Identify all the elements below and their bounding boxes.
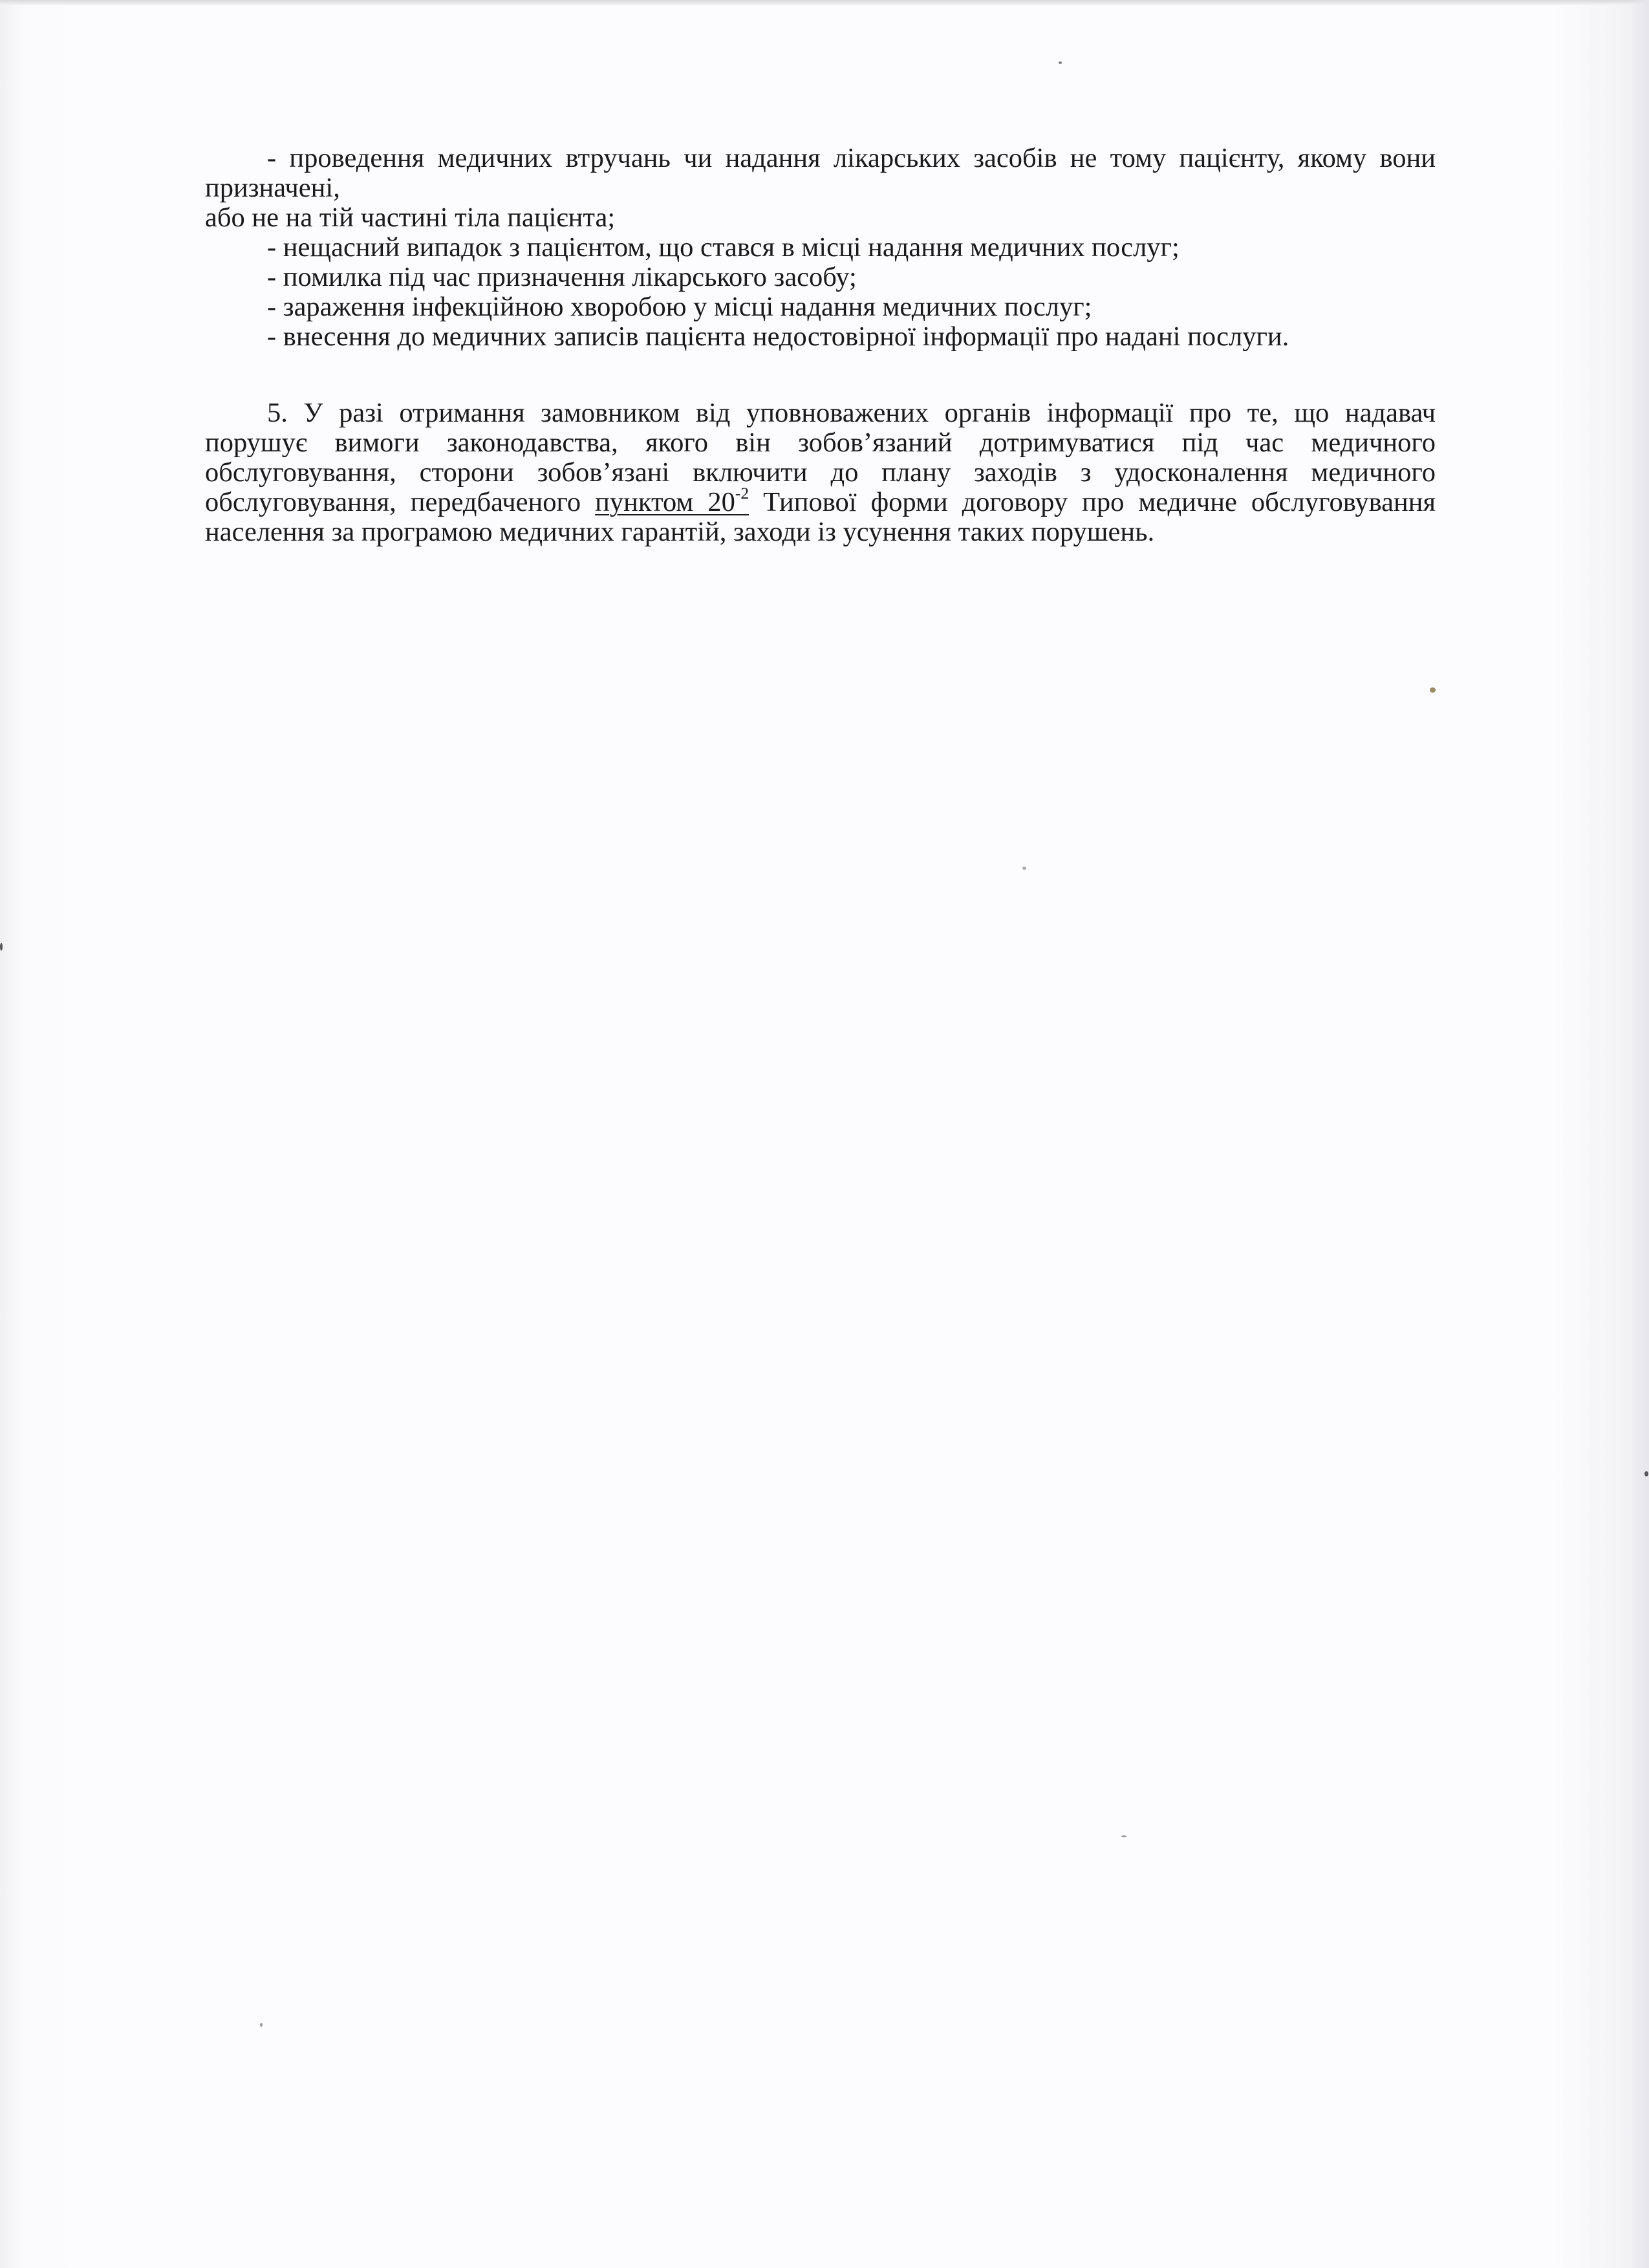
scan-speck <box>0 943 3 951</box>
paragraph-5-text-end: Типової форми договору про медичне обслуговування населення за програмою медичних гарантій, заходи із усунення таких порушень. <box>205 487 1436 547</box>
page-right-edge <box>1630 0 1649 2268</box>
list-item: - нещасний випадок з пацієнтом, що стався в місці надання медичних послуг; <box>267 232 1180 263</box>
list-item: або не на тій частині тіла пацієнта; <box>205 202 616 233</box>
paragraph-5 <box>205 398 1436 547</box>
scan-speck <box>1059 61 1062 64</box>
list-item: - внесення до медичних записів пацієнта недостовірної інформації про надані послуги. <box>267 321 1289 352</box>
list-item: - зараження інфекційною хворобою у місці надання медичних послуг; <box>267 292 1092 322</box>
list-item: - помилка під час призначення лікарського засобу; <box>267 262 857 292</box>
paragraph-gap <box>205 352 1436 398</box>
scan-speck <box>1121 1835 1126 1837</box>
list-item: - проведення медичних втручань чи надання лікарських засобів не тому пацієнту, якому вони призначені, <box>205 143 1436 203</box>
scan-speck <box>260 2023 263 2027</box>
document-body <box>205 144 1436 547</box>
paragraph-5-text-start: 5. У разі отримання замовником від уповноважених органів інформації про те, що надавач порушує вимоги законодавства, якого він зобов’язаний дотримуватися під час медичного обслуговування, сторони зобов’язані включити до плану заходів з удосконалення медичного обслуговування, передбаченого <box>205 398 1436 517</box>
clause-reference-link[interactable] <box>595 483 749 517</box>
clause-reference-superscript: -2 <box>735 483 749 502</box>
page-top-edge <box>0 0 1649 5</box>
scan-speck <box>1430 687 1436 693</box>
clause-reference-text: пунктом 20 <box>595 487 735 517</box>
scan-speck <box>1644 1471 1648 1476</box>
scan-speck <box>1022 867 1026 870</box>
